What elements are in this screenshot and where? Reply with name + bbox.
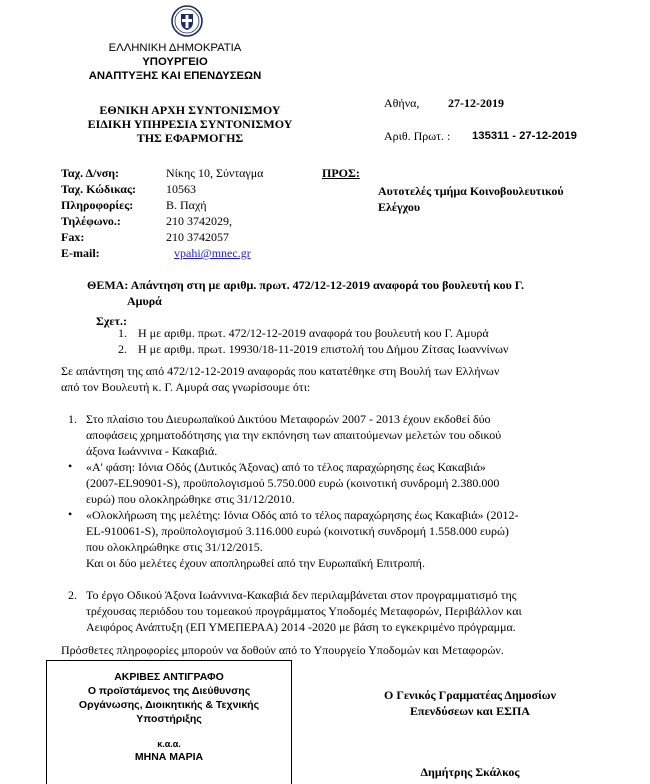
- point1-line1: Στο πλαίσιο του Διευρωπαϊκού Δικτύου Μεταφορών 2007 - 2013 έχουν εκδοθεί δύο: [86, 412, 491, 426]
- greek-emblem-icon: [170, 4, 204, 38]
- contact-value-info: Β. Παχή: [166, 198, 207, 212]
- recipient-line2: Ελέγχου: [378, 200, 421, 214]
- contact-label-postcode: Ταχ. Κώδικας:: [61, 182, 137, 196]
- stamp-line1: ΑΚΡΙΒΕΣ ΑΝΤΙΓΡΑΦΟ: [114, 671, 224, 683]
- authority-line1: ΕΘΝΙΚΗ ΑΡΧΗ ΣΥΝΤΟΝΙΣΜΟΥ: [99, 103, 281, 117]
- signature-title-line1: Ο Γενικός Γραμματέας Δημοσίων: [384, 688, 556, 702]
- authority-line2: ΕΙΔΙΚΗ ΥΠΗΡΕΣΙΑ ΣΥΝΤΟΝΙΣΜΟΥ: [87, 117, 293, 131]
- recipient-label: ΠΡΟΣ:: [322, 166, 360, 180]
- point2-line2: τρέχουσας περιόδου του τομεακού προγράμματος Υποδομές Μεταφορών, Περιβάλλον και: [86, 604, 522, 618]
- ministry-line1: ΥΠΟΥΡΓΕΙΟ: [142, 56, 208, 68]
- point2-num: 2.: [68, 588, 77, 602]
- contact-value-phone: 210 3742029,: [166, 214, 232, 228]
- ref-num-1: 1.: [118, 326, 127, 340]
- protocol-value: 135311 - 27-12-2019: [472, 130, 577, 142]
- subject-line1: ΘΕΜΑ: Απάντηση στη με αριθμ. πρωτ. 472/12-12-2019 αναφορά του βουλευτή κου Γ.: [87, 278, 524, 292]
- contact-value-postcode: 10563: [166, 182, 196, 196]
- contact-label-email: E-mail:: [61, 246, 100, 260]
- intro-line2: από τον Βουλευτή κ. Γ. Αμυρά σας γνωρίσουμε ότι:: [61, 380, 311, 394]
- point1-closing: Και οι δύο μελέτες έχουν αποπληρωθεί από την Ευρωπαϊκή Επιτροπή.: [86, 556, 425, 570]
- contact-label-info: Πληροφορίες:: [61, 198, 134, 212]
- country-name: ΕΛΛΗΝΙΚΗ ΔΗΜΟΚΡΑΤΙΑ: [108, 42, 242, 54]
- point2-line1: Το έργο Οδικού Άξονα Ιωάννινα-Κακαβιά δεν περιλαμβάνεται στον προγραμματισμό της: [86, 588, 517, 602]
- refs-label: Σχετ.:: [96, 314, 128, 328]
- stamp-line2: Ο προϊστάμενος της Διεύθυνσης: [87, 685, 251, 697]
- bullet-dot-icon: •: [68, 459, 73, 473]
- point2-line3: Αειφόρος Ανάπτυξη (ΕΠ ΥΜΕΠΕΡΑΑ) 2014 -2020 με βάση το εγκεκριμένο πρόγραμμα.: [86, 620, 516, 634]
- contact-label-phone: Τηλέφωνο.:: [61, 214, 121, 228]
- place-label: Αθήνα,: [384, 96, 420, 110]
- point1-line2: αποφάσεις χρηματοδότησης για την εκπόνηση των απαιτούμενων μελετών του οδικού: [86, 428, 502, 442]
- protocol-label: Αριθ. Πρωτ. :: [384, 129, 451, 143]
- contact-label-address: Ταχ. Δ/νση:: [61, 166, 120, 180]
- bullet1-line3: ευρώ) που ολοκληρώθηκε στις 31/12/2010.: [86, 492, 295, 506]
- stamp-line4: Υποστήριξης: [136, 713, 202, 725]
- bullet-dot-icon: •: [68, 507, 73, 521]
- stamp-line5: κ.α.α.: [157, 739, 181, 749]
- point1-num: 1.: [68, 412, 77, 426]
- signature-title-line2: Επενδύσεων και ΕΣΠΑ: [410, 704, 530, 718]
- point1-line3: άξονα Ιωάννινα - Κακαβιά.: [86, 444, 218, 458]
- bullet1-line1: «Α' φάση: Ιόνια Οδός (Δυτικός Άξονας) από το τέλος παραχώρησης έως Κακαβιά»: [86, 460, 486, 474]
- contact-value-address: Νίκης 10, Σύνταγμα: [166, 166, 264, 180]
- contact-value-fax: 210 3742057: [166, 230, 229, 244]
- ref-text-2: Η με αριθμ. πρωτ. 19930/18-11-2019 επιστολή του Δήμου Ζίτσας Ιωαννίνων: [138, 342, 509, 356]
- ref-num-2: 2.: [118, 342, 127, 356]
- intro-line1: Σε απάντηση της από 472/12-12-2019 αναφοράς που κατατέθηκε στη Βουλή των Ελλήνων: [61, 364, 500, 378]
- ref-text-1: Η με αριθμ. πρωτ. 472/12-12-2019 αναφορά του βουλευτή κου Γ. Αμυρά: [138, 326, 489, 340]
- document-date: 27-12-2019: [448, 96, 504, 110]
- certified-copy-stamp: [46, 660, 292, 784]
- stamp-line6: ΜΗΝΑ ΜΑΡΙΑ: [134, 751, 204, 763]
- bullet2-line1: «Ολοκλήρωση της μελέτης: Ιόνια Οδός από το τέλος παραχώρησης έως Κακαβιά» (2012-: [86, 508, 519, 522]
- bullet1-line2: (2007-EL90901-S), προϋπολογισμού 5.750.000 ευρώ (κοινοτική συνδρομή 2.380.000: [86, 476, 500, 490]
- subject-line2: Αμυρά: [127, 294, 162, 308]
- signature-name: Δημήτρης Σκάλκος: [420, 765, 520, 779]
- recipient-line1: Αυτοτελές τμήμα Κοινοβουλευτικού: [378, 184, 564, 198]
- contact-label-fax: Fax:: [61, 230, 85, 244]
- extra-info: Πρόσθετες πληροφορίες μπορούν να δοθούν από το Υπουργείο Υποδομών και Μεταφορών.: [61, 643, 504, 657]
- ministry-line2: ΑΝΑΠΤΥΞΗΣ ΚΑΙ ΕΠΕΝΔΥΣΕΩΝ: [88, 70, 262, 82]
- stamp-line3: Οργάνωσης, Διοικητικής & Τεχνικής: [78, 699, 260, 711]
- bullet2-line3: που ολοκληρώθηκε στις 31/12/2015.: [86, 540, 263, 554]
- authority-line3: ΤΗΣ ΕΦΑΡΜΟΓΗΣ: [136, 131, 244, 145]
- email-link[interactable]: vpahi@mnec.gr: [174, 246, 251, 260]
- bullet2-line2: EL-910061-S), προϋπολογισμού 3.116.000 ευρώ (κοινοτική συνδρομή 1.558.000 ευρώ): [86, 524, 509, 538]
